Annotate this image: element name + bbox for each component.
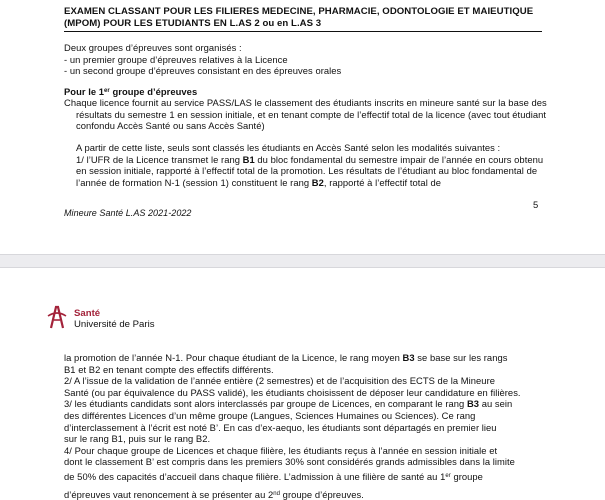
section-heading: Pour le 1er groupe d’épreuves xyxy=(64,86,198,97)
title-underline xyxy=(64,31,542,32)
intro-line: - un second groupe d’épreuves consistant en des épreuves orales xyxy=(64,65,342,77)
intro-line: Deux groupes d’épreuves sont organisés : xyxy=(64,42,242,53)
text-line: 3/ les étudiants candidats sont alors interclassés par groupe de Licences, en comparant le rang B3 au sein xyxy=(64,398,513,410)
institution-name xyxy=(74,308,155,330)
text-line: 4/ Pour chaque groupe de Licences et chaque filière, les étudiants reçus à l’année en session initiale et xyxy=(64,444,498,456)
page-number: 5 xyxy=(533,199,539,210)
institution-name-line-1: Santé xyxy=(74,308,101,319)
item-1: 1/ l’UFR de la Licence transmet le rang B1 du bloc fondamental du semestre impair de l’année en cours obtenu en session initiale, rapporté à l’effectif total de la promotion. Les résultats de l’étudiant au bloc fondamental de l’année de formation N-1 (session 1) constituent le rang B2, rapporté à l’effectif total de xyxy=(76,153,544,188)
document-title xyxy=(64,6,544,30)
intro-paragraph xyxy=(64,42,544,77)
universite-de-paris-logo-icon xyxy=(45,304,69,330)
text-line: Santé (ou par équivalence du PASS validé), les étudiants choisissent de déposer leur candidature en filières. xyxy=(64,386,521,398)
title-line-1: EXAMEN CLASSANT POUR LES FILIERES MEDECINE, PHARMACIE, ODONTOLOGIE ET MAIEUTIQUE xyxy=(64,6,534,17)
section-body: Chaque licence fournit au service PASS/LAS le classement des étudiants inscrits en mineure santé sur la base des résultats du semestre 1 en session initiale, et en tenant compte de l’effectif total de la licence (avec tout étudiant confondu Accès Santé ou sans Accès Santé) xyxy=(64,97,547,132)
institution-name-line-2: Université de Paris xyxy=(74,319,155,330)
text-line: 2/ A l’issue de la validation de l’année entière (2 semestres) et de l’acquisition des ECTS de la Mineure xyxy=(64,375,496,387)
document-page-2 xyxy=(0,267,605,500)
modalities-intro: A partir de cette liste, seuls sont classés les étudiants en Accès Santé selon les modalités suivantes : xyxy=(76,142,501,153)
text-line: dont le classement B’ est compris dans les premiers 30% sont considérés grands admissibles dans la limite xyxy=(64,456,515,468)
text-line: B1 et B2 en tenant compte des effectifs différents. xyxy=(64,363,274,375)
text-line: de 50% des capacités d’accueil dans chaque filière. L’admission à une filière de santé au 1er groupe xyxy=(64,470,483,482)
page-2-body xyxy=(64,352,544,500)
text-line: sur le rang B1, puis sur le rang B2. xyxy=(64,433,211,445)
title-line-2: (MPOM) POUR LES ETUDIANTS EN L.AS 2 ou en L.AS 3 xyxy=(64,18,322,29)
text-line: d’épreuves vaut renoncement à se présenter au 2nd groupe d’épreuves. xyxy=(64,488,364,500)
intro-line: - un premier groupe d’épreuves relatives à la Licence xyxy=(64,53,288,65)
modalities-paragraph xyxy=(64,142,556,188)
text-line: d’interclassement à l’écrit est noté B’. En cas d’ex-aequo, les étudiants sont départagés en premier lieu xyxy=(64,421,497,433)
text-line: la promotion de l’année N-1. Pour chaque étudiant de la Licence, le rang moyen B3 se base sur les rangs xyxy=(64,352,508,363)
text-line: des différentes Licences d’un même groupe (Langues, Sciences Humaines ou Sciences). Ce rang xyxy=(64,409,476,421)
page-footer: Mineure Santé L.AS 2021-2022 xyxy=(64,208,192,218)
